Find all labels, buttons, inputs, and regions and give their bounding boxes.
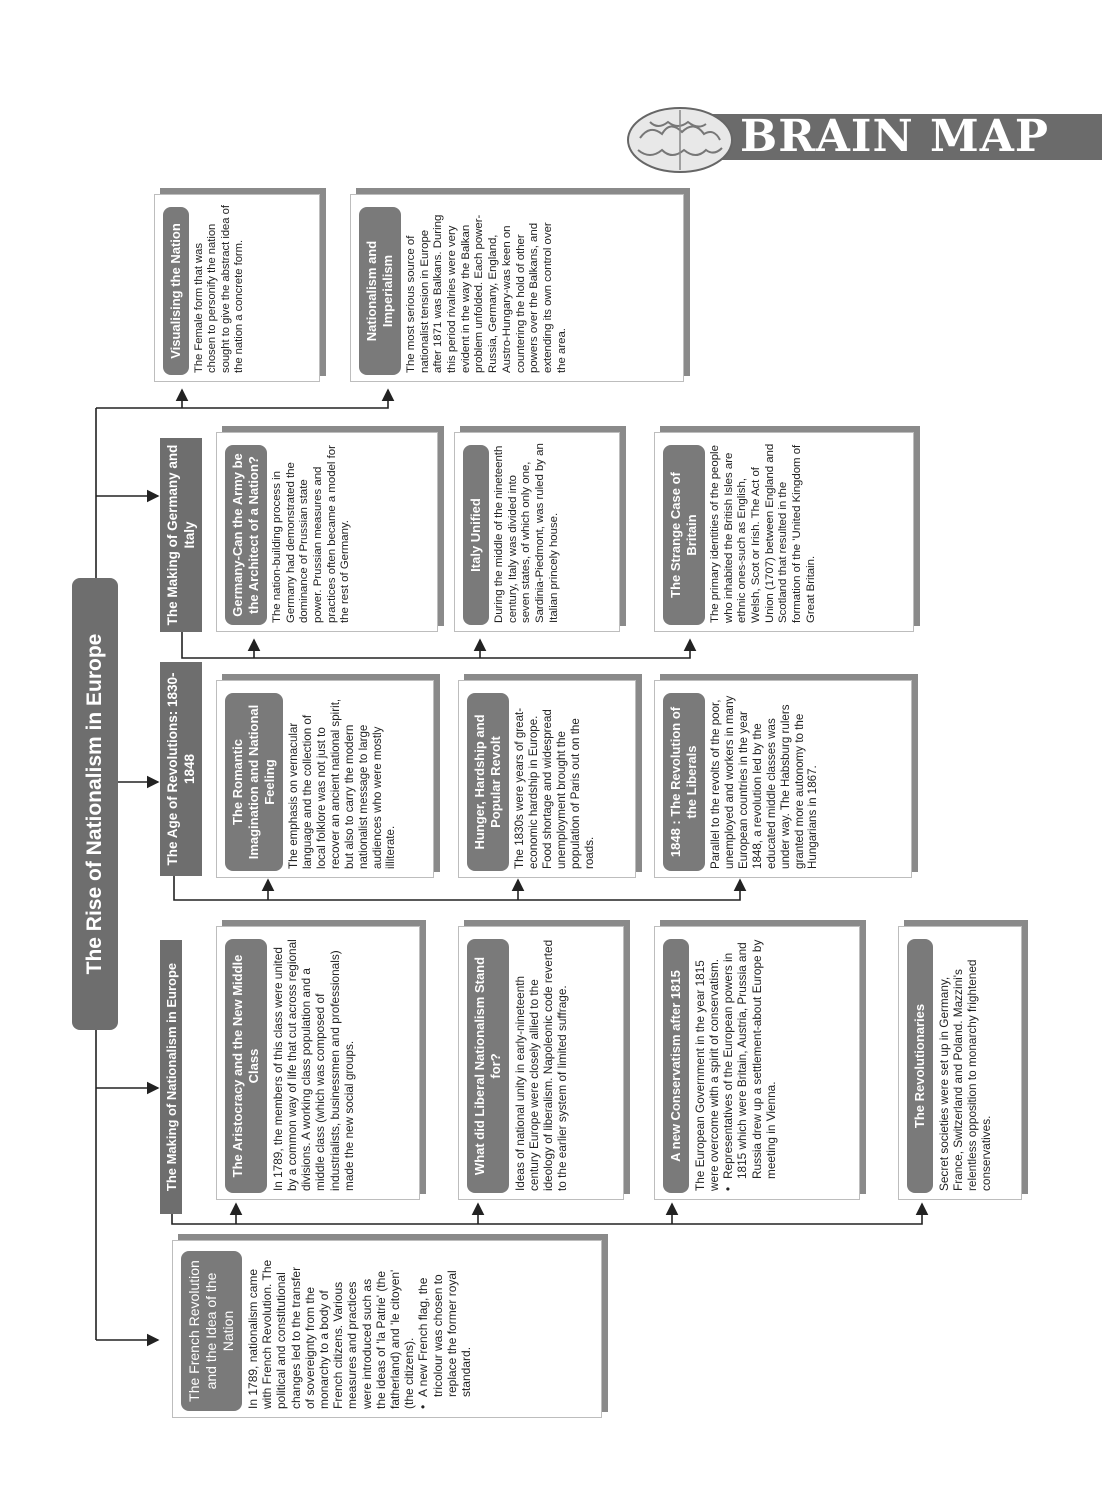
card-title: Hunger, Hardship and Popular Revolt (467, 693, 509, 871)
section-title: The Making of Nationalism in Europe (163, 962, 179, 1192)
card-body: The Female form that was chosen to personify the nation sought to give the abstract idea of the nation a concrete form. (193, 205, 246, 373)
card-bullet: • A new French flag, the tricolour was chosen to replace the former royal standard. (416, 1247, 473, 1411)
card-french-revolution (172, 1240, 602, 1418)
card-body: The most serious source of nationalist tension in Europe after 1871 was Balkans. During this period rivalries were very evident in the way the Balkan problem unfolded. Each power-Russia, Germany, England, Austro-Hungary-was keen on countering the hold of other powers over the Balkans, and extending its own control over the area. (405, 214, 568, 373)
card-title: The French Revolution and the Idea of the Nation (181, 1251, 242, 1411)
main-title-box (72, 578, 118, 1030)
card-body: During the middle of the nineteenth century, Italy was divided into seven states, of which only one, Sardinia-Piedmont, was ruled by an Italian princely house. (493, 443, 560, 623)
card-title: Germany-Can the Army be the Architect of a Nation? (225, 445, 267, 625)
card-title: The Romantic Imagination and National Feeling (225, 693, 283, 871)
brain-map-title: BRAIN MAP (740, 111, 1049, 162)
card-title: The Aristocracy and the New Middle Class (225, 939, 267, 1193)
card-title: 1848 : The Revolution of the Liberals (663, 693, 705, 871)
card-liberal-nationalism (458, 926, 624, 1200)
card-body: Secret societies were set up in Germany, France, Switzerland and Poland. Mazzini's relentless opposition to monarchy frightened conservatives. (937, 959, 994, 1191)
card-body: The primary identities of the people who inhabited the British Isles are ethnic ones-such as English, Welsh, Scot or Irish. The Act of Union (1707) between England and Scotland that resulted in the formation of the 'United Kingdom of Great Britain. (709, 443, 817, 623)
card-title: Nationalism and Imperialism (359, 207, 401, 375)
card-hunger (458, 680, 636, 878)
card-germany-army (216, 432, 438, 632)
card-body: The 1830s were years of great-economic hardship in Europe. Food shortage and widespread unemployment brought the population of Paris out on the roads. (513, 707, 596, 869)
card-britain (654, 432, 914, 632)
card-revolutionaries (898, 926, 1022, 1200)
card-title: Italy Unified (463, 445, 489, 625)
card-conservatism (654, 926, 860, 1200)
card-bullet: • Representatives of the European powers in 1815 which were Britain, Austria, Prussia and Russia drew up a settlement-about Europe by meeting in Vienna. (721, 937, 778, 1193)
card-imperialism (350, 194, 684, 382)
card-1848 (654, 680, 912, 878)
card-title: The Revolutionaries (907, 939, 933, 1193)
card-aristocracy (216, 926, 420, 1200)
section-title: The Age of Revolutions: 1830-1848 (165, 672, 197, 866)
card-title: What did Liberal Nationalism Stand for? (467, 939, 509, 1193)
section-making-nationalism (160, 940, 182, 1214)
card-romantic (216, 680, 434, 878)
card-visualising (154, 194, 320, 382)
section-germany-italy (160, 438, 202, 632)
card-title: A new Conservatism after 1815 (663, 939, 689, 1193)
section-title: The Making of Germany and Italy (165, 444, 197, 626)
card-body: In 1789, the members of this class were united by a common way of life that cut across regional divisions. A working class population and a middle class (which was composed of industrialists, businessmen and professionals) made the new social groups. (271, 939, 356, 1191)
card-body: In 1789, nationalism came with French Revolution. The political and constitutional changes led to the transfer of sovereignty from the monarchy to a body of French citizens. Various measures and practices were introduced such as the ideas of 'la Patrie' (the fatherland) and 'le citoyen' (the citizens). (246, 1259, 417, 1409)
section-age-of-revolutions (160, 662, 202, 876)
card-body: The emphasis on vernacular language and the collection of local folklore was not just to recover an ancient national spirit, but also to carry the modern nationalist message to large audiences who were mostly illiterate. (287, 698, 398, 869)
card-body: Parallel to the revolts of the poor, unemployed and workers in many European countries in the year 1848, a revolution led by the educated middle classes was under way. The Habsburg rulers granted more autonomy to the Hungarians in 1867. (709, 695, 820, 869)
card-italy-unified (454, 432, 620, 632)
card-body: Ideas of national unity in early-nineteenth century Europe were closely allied to the ideology of liberalism. Napoleonic code reverted to the earlier system of limited suffrage. (513, 939, 570, 1191)
main-title: The Rise of Nationalism in Europe (83, 633, 106, 975)
card-body: The European Government in the year 1815 were overcome with a spirit of conservatism. (693, 958, 722, 1191)
card-title: The Strange Case of Britain (663, 445, 705, 625)
card-title: Visualising the Nation (163, 207, 189, 375)
card-body: The nation-building process in Germany had demonstrated the dominance of Prussian state power. Prussian measures and practices often became a model for the rest of Germany. (271, 445, 352, 623)
